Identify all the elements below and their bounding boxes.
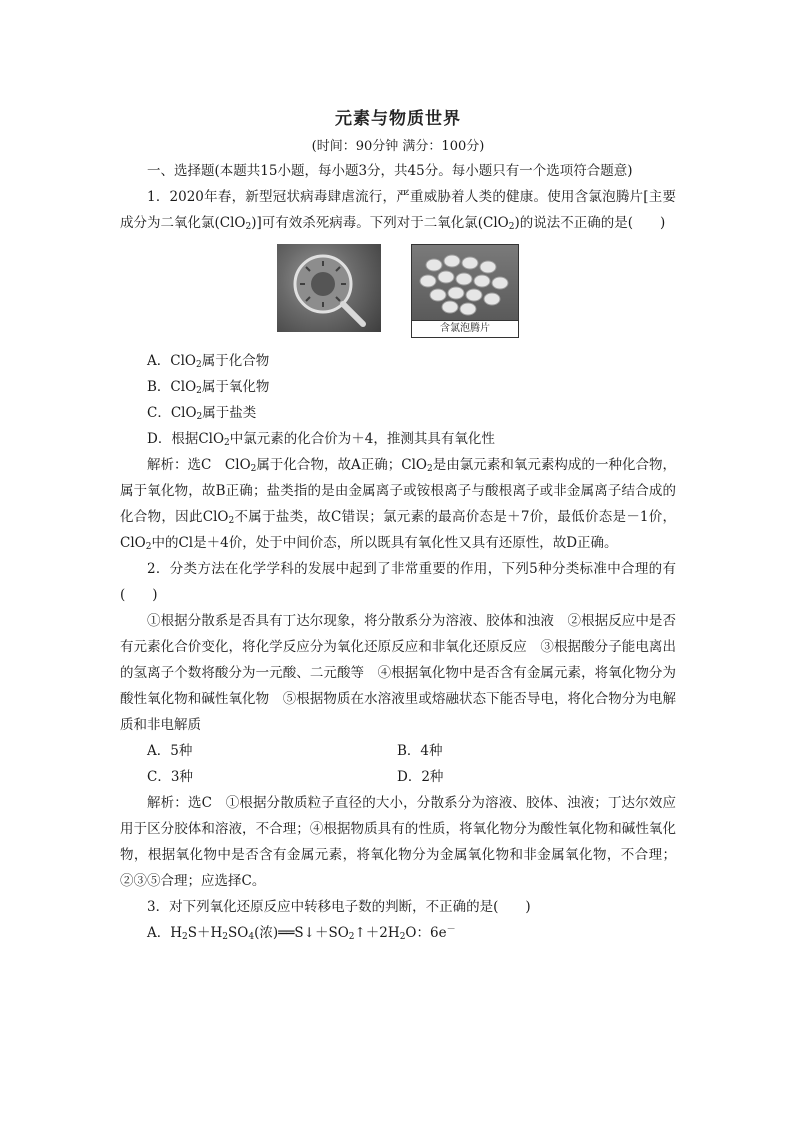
question-2-options-row-1 <box>120 738 676 764</box>
question-3-stem: 3．对下列氧化还原反应中转移电子数的判断，不正确的是( ) <box>147 899 531 915</box>
figure-caption: 含氯泡腾片 <box>412 320 518 337</box>
question-3-option-a: A．$H_2S+H_2SO_4$(浓)$══S↓+SO_2↑+2H_2O$：6e－ <box>147 924 456 942</box>
question-2-stem: 2．分类方法在化学学科的发展中起到了非常重要的作用，下列5种分类标准中合理的有( ) <box>120 561 676 603</box>
tablets-icon <box>412 245 516 319</box>
section-heading: 一、选择题(本题共15小题，每小题3分，共45分。每小题只有一个选项符合题意) <box>147 163 633 179</box>
question-2-option-a: A．5种 <box>147 743 193 759</box>
question-1-stem: 1．2020年春，新型冠状病毒肆虐流行，严重威胁着人类的健康。使用含氯泡腾片[主要成分为二氧化氯(ClO$_2$)]可有效杀死病毒。下列对于二氧化氯(ClO$_2$)的说法不正确的是( ) <box>120 189 676 232</box>
question-1-option-a: A．ClO$_2$属于化合物 <box>147 353 270 370</box>
question-1-analysis: 解析：选C ClO$_2$属于化合物，故A正确；ClO$_2$是由氯元素和氧元素构成的一种化合物，属于氧化物，故B正确；盐类指的是由金属离子或铵根离子与酸根离子或非金属离子结合成的化合物，因此ClO$_2$不属于盐类，故C错误；氯元素的最高价态是＋7价，最低价态是－1价，ClO$_2$中的Cl是＋4价，处于中间价态，所以既具有氧化性又具有还原性，故D正确。 <box>120 457 677 552</box>
question-2-option-d: D．2种 <box>397 769 444 785</box>
question-1-option-c: C．ClO$_2$属于盐类 <box>147 405 257 422</box>
question-2-analysis: 解析：选C ①根据分散质粒子直径的大小，分散系分为溶液、胶体、浊液；丁达尔效应用于区分胶体和溶液，不合理；④根据物质具有的性质，将氧化物分为酸性氧化物和碱性氧化物，根据氧化物中是否含有金属元素，将氧化物分为金属氧化物和非金属氧化物，不合理；②③⑤合理；应选择C。 <box>120 795 676 889</box>
question-1-figures <box>120 244 676 340</box>
question-1-option-b: B．ClO$_2$属于氧化物 <box>147 379 270 396</box>
question-2-option-c: C．3种 <box>147 769 193 785</box>
tablet-photo <box>412 245 518 320</box>
effervescent-tablet-figure <box>411 244 519 338</box>
question-2-option-b: B．4种 <box>397 743 443 759</box>
magnifier-icon <box>277 244 381 332</box>
document-content <box>120 104 676 946</box>
page-subtitle: (时间：90分钟 满分：100分) <box>311 139 485 154</box>
question-2-options-row-2 <box>120 764 676 790</box>
page-title: 元素与物质世界 <box>335 109 461 129</box>
virus-magnifier-image <box>277 244 381 332</box>
question-1-option-d: D．根据ClO$_2$中氯元素的化合价为＋4，推测其具有氧化性 <box>147 431 495 448</box>
question-2-body: ①根据分散系是否具有丁达尔现象，将分散系分为溶液、胶体和浊液 ②根据反应中是否有元素化合价变化，将化学反应分为氧化还原反应和非氧化还原反应 ③根据酸分子能电离出的氢离子个数将酸分为一元酸、二元酸等 ④根据氧化物中是否含有金属元素，将氧化物分为酸性氧化物和碱性氧化物 ⑤根据物质在水溶液里或熔融状态下能否导电，将化合物分为电解质和非电解质 <box>120 613 676 733</box>
